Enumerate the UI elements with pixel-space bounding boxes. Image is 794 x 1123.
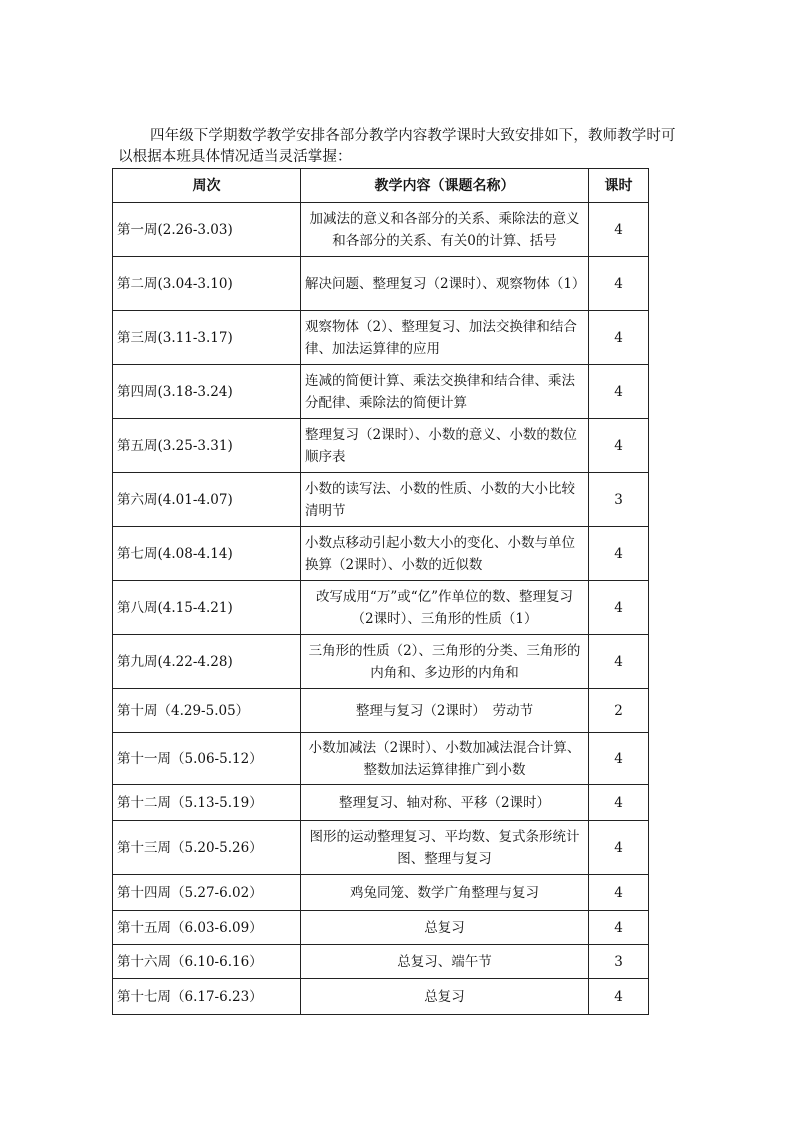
hours-cell: 4 [589,257,649,311]
week-cell: 第八周(4.15-4.21) [113,581,301,635]
content-cell: 小数的读写法、小数的性质、小数的大小比较清明节 [301,473,589,527]
hours-cell: 4 [589,527,649,581]
table-row [113,257,649,311]
table-row [113,581,649,635]
content-cell: 总复习 [301,911,589,945]
week-cell: 第十三周（5.20-5.26） [113,821,301,875]
week-cell: 第十六周（6.10-6.16） [113,945,301,979]
week-cell: 第三周(3.11-3.17) [113,311,301,365]
table-row [113,945,649,979]
content-cell: 解决问题、整理复习（2课时）、观察物体（1） [301,257,589,311]
header-week: 周次 [113,169,301,203]
content-cell: 改写成用“万”或“亿”作单位的数、整理复习（2课时）、三角形的性质（1） [301,581,589,635]
table-row [113,365,649,419]
content-cell: 整理复习（2课时）、小数的意义、小数的数位顺序表 [301,419,589,473]
content-cell: 鸡兔同笼、数学广角整理与复习 [301,875,589,911]
table-row [113,875,649,911]
week-cell: 第十二周（5.13-5.19） [113,785,301,821]
week-cell: 第九周(4.22-4.28) [113,635,301,689]
content-cell: 整理复习、轴对称、平移（2课时） [301,785,589,821]
week-cell: 第七周(4.08-4.14) [113,527,301,581]
hours-cell: 4 [589,979,649,1015]
hours-cell: 4 [589,635,649,689]
intro-paragraph: 四年级下学期数学教学安排各部分教学内容教学课时大致安排如下，教师教学时可以根据本班具体情况适当灵活掌握： [118,128,676,165]
content-cell: 连减的简便计算、乘法交换律和结合律、乘法分配律、乘除法的简便计算 [301,365,589,419]
hours-cell: 3 [589,945,649,979]
hours-cell: 4 [589,311,649,365]
week-cell: 第十周（4.29-5.05） [113,689,301,733]
hours-cell: 4 [589,875,649,911]
content-cell: 三角形的性质（2）、三角形的分类、三角形的内角和、多边形的内角和 [301,635,589,689]
table-row [113,635,649,689]
week-cell: 第一周(2.26-3.03) [113,203,301,257]
content-cell: 图形的运动整理复习、平均数、复式条形统计图、整理与复习 [301,821,589,875]
table-row [113,911,649,945]
hours-cell: 4 [589,821,649,875]
hours-cell: 4 [589,203,649,257]
table-row [113,733,649,785]
content-cell: 小数点移动引起小数大小的变化、小数与单位换算（2课时）、小数的近似数 [301,527,589,581]
header-content: 教学内容（课题名称） [301,169,589,203]
week-cell: 第十四周（5.27-6.02） [113,875,301,911]
table-row [113,419,649,473]
content-cell: 整理与复习（2课时） 劳动节 [301,689,589,733]
table-row [113,689,649,733]
table-row [113,311,649,365]
week-cell: 第四周(3.18-3.24) [113,365,301,419]
hours-cell: 4 [589,733,649,785]
hours-cell: 4 [589,911,649,945]
week-cell: 第十七周（6.17-6.23） [113,979,301,1015]
hours-cell: 4 [589,365,649,419]
week-cell: 第十一周（5.06-5.12） [113,733,301,785]
week-cell: 第十五周（6.03-6.09） [113,911,301,945]
content-cell: 总复习 [301,979,589,1015]
week-cell: 第六周(4.01-4.07) [113,473,301,527]
hours-cell: 4 [589,785,649,821]
table-row [113,785,649,821]
hours-cell: 3 [589,473,649,527]
header-hours: 课时 [589,169,649,203]
week-cell: 第五周(3.25-3.31) [113,419,301,473]
table-row [113,821,649,875]
content-cell: 总复习、端午节 [301,945,589,979]
table-header-row [113,169,649,203]
content-cell: 加减法的意义和各部分的关系、乘除法的意义和各部分的关系、有关0的计算、括号 [301,203,589,257]
hours-cell: 4 [589,581,649,635]
hours-cell: 4 [589,419,649,473]
table-row [113,527,649,581]
schedule-table [112,168,649,1015]
table-row [113,203,649,257]
content-cell: 小数加减法（2课时）、小数加减法混合计算、整数加法运算律推广到小数 [301,733,589,785]
content-cell: 观察物体（2）、整理复习、加法交换律和结合律、加法运算律的应用 [301,311,589,365]
table-row [113,473,649,527]
week-cell: 第二周(3.04-3.10) [113,257,301,311]
table-row [113,979,649,1015]
hours-cell: 2 [589,689,649,733]
